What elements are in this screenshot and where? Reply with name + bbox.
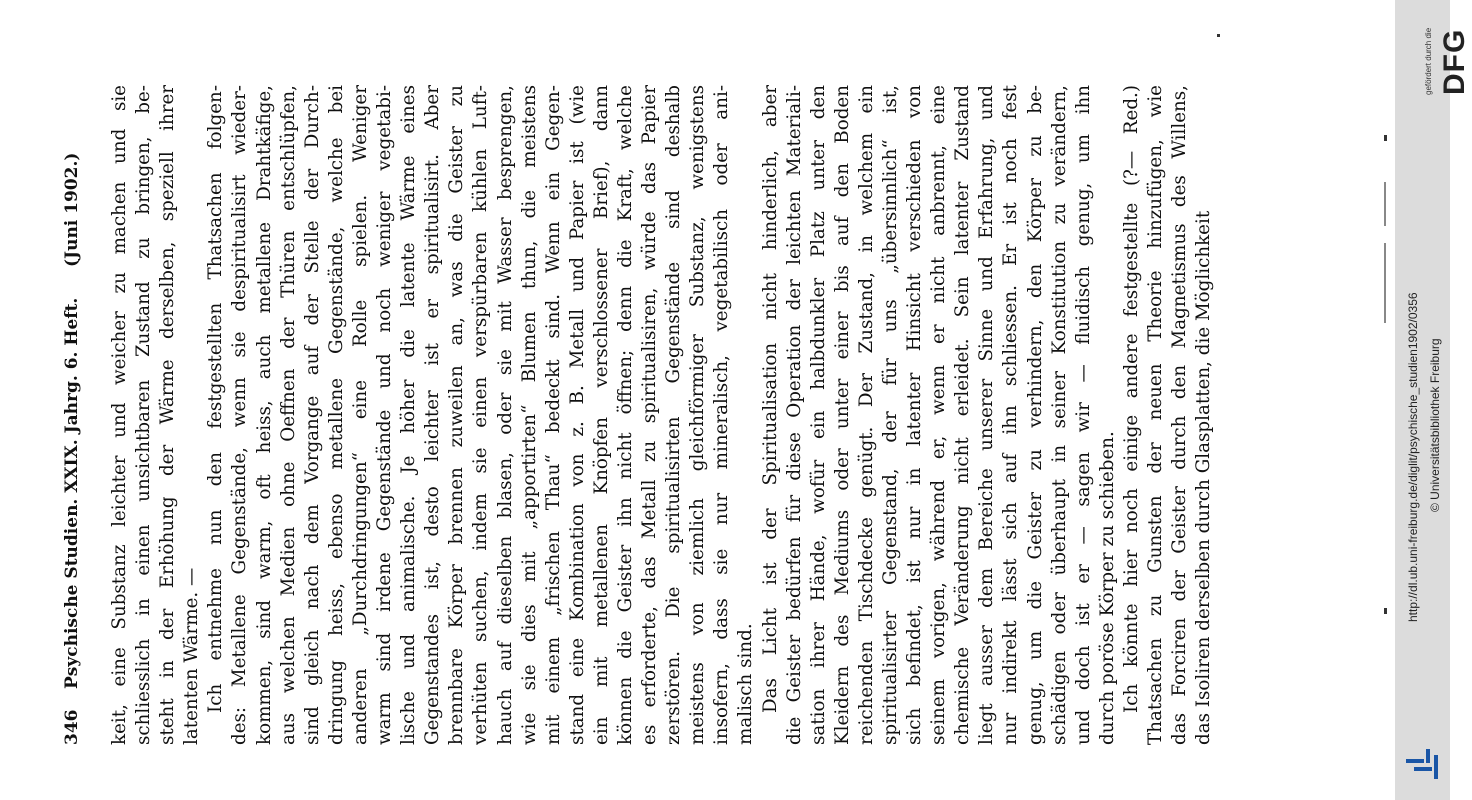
text-line: brennbare Körper brennen zuweilen an, was die Geister zu (446, 85, 468, 745)
scan-mark (1384, 182, 1386, 226)
scan-mark (1384, 608, 1387, 614)
text-line: dringung heiss, ebenso metallene Gegenstände, welche bei (325, 85, 347, 745)
text-line: zerstören. Die spiritualisirten Gegenstände sind deshalb (663, 85, 685, 745)
page-number: 346 (62, 709, 82, 745)
text-line: sich befindet, ist nur in latenter Hinsicht verschieden von (904, 85, 926, 745)
text-line: aus welchen Medien ohne Oeffnen der Thüren entschlüpfen, (277, 85, 299, 745)
text-line: hauch auf dieselben blasen, oder sie mit Wasser besprengen, (494, 85, 516, 745)
text-line: meistens von ziemlich gleichförmiger Substanz, wenigstens (687, 85, 709, 745)
text-line: stand eine Kombination von z. B. Metall und Papier ist (wie (566, 85, 588, 745)
dfg-logo: DFG (1438, 28, 1471, 95)
text-line: Thatsachen zu Gunsten der neuen Theorie hinzufügen, wie (1145, 85, 1167, 745)
text-line: chemische Veränderung nicht erleidet. Sein latenter Zustand (952, 85, 974, 745)
text-line: die Geister bedürfen für diese Operation der leichten Materiali- (783, 85, 805, 745)
text-line: verhüten suchen, indem sie einen verspürbaren kühlen Luft- (470, 85, 492, 745)
body-text (108, 85, 1216, 745)
scan-mark (1384, 135, 1387, 141)
text-line: schliesslich in einen unsichtbaren Zustand zu bringen, be- (133, 85, 155, 745)
text-line: kommen, sind warm, oft heiss, auch metallene Drahtkäfige, (253, 85, 275, 745)
text-line: können die Geister ihn nicht öffnen; denn die Kraft, welche (614, 85, 636, 745)
text-line: reichenden Tischdecke genügt. Der Zustand, in welchem ein (855, 85, 877, 745)
text-line: das Forciren der Geister durch den Magnetismus des Willens, (1169, 85, 1191, 745)
text-line: anderen „Durchdringungen“ eine Rolle spielen. Weniger (349, 85, 371, 745)
text-line: insofern, dass sie nur mineralisch, vegetabilisch oder ani- (711, 85, 733, 745)
journal-title: Psychische Studien. XXIX. Jahrg. 6. Heft. (62, 297, 82, 689)
text-line: spiritualisirter Gegenstand, der für uns „übersinnlich“ ist, (880, 85, 901, 745)
rotated-page-content (60, 85, 1260, 745)
dfg-label: gefördert durch die (1424, 27, 1433, 95)
running-header (60, 85, 90, 745)
text-line: Das Licht ist der Spiritualisation nicht hinderlich, aber (759, 85, 781, 713)
text-line: ein mit metallenen Knöpfen verschlossener Brief), dann (590, 85, 612, 745)
copyright-notice: © Universitätsbibliothek Freiburg (1428, 338, 1442, 512)
scan-mark (1384, 243, 1386, 323)
text-line: malisch sind. (735, 623, 757, 745)
text-line: genug, um die Geister zu verhindern, den Körper zu be- (1024, 85, 1046, 745)
text-line: schädigen oder überhaupt in seiner Konstitution zu verändern, (1048, 85, 1070, 745)
text-line: keit, eine Substanz leichter und weicher zu machen und sie (109, 85, 130, 745)
text-line: latenten Wärme. — (181, 567, 203, 745)
text-line: das Isoliren derselben durch Glasplatten, die Möglichkeit (1193, 210, 1215, 745)
text-line: mit einem „frischen Thau“ bedeckt sind. Wenn ein Gegen- (542, 85, 564, 745)
text-line: warm sind irdene Gegenstände und noch weniger vegetabi- (374, 85, 396, 745)
text-line: sation ihrer Hände, wofür ein halbdunkler Platz unter den (807, 85, 829, 745)
issue-date: (Juni 1902.) (62, 152, 82, 267)
text-line: durch poröse Körper zu schieben. (1096, 431, 1118, 745)
text-line: liegt ausser dem Bereiche unserer Sinne und Erfahrung, und (976, 85, 998, 745)
text-line: Ich entnehme nun den festgestellten Thatsachen folgen- (205, 85, 227, 713)
text-line: Gegenstandes ist, desto leichter ist er spiritualisirt. Aber (422, 85, 444, 745)
library-logo-icon (1404, 745, 1444, 785)
text-line: des: Metallene Gegenstände, wenn sie despiritualisirt wieder- (229, 85, 251, 745)
text-line: sind gleich nach dem Vorgange auf der Stelle der Durch- (301, 85, 323, 745)
text-line: seinem vorigen, während er, wenn er nicht anbrennt, eine (928, 85, 950, 745)
text-line: und doch ist er — sagen wir — fluidisch genug, um ihn (1072, 85, 1094, 745)
text-line: es erforderte, das Metall zu spiritualisiren, würde das Papier (639, 85, 661, 745)
page-url[interactable]: http://dl.ub.uni-freiburg.de/diglit/psychische_studien1902/0356 (1406, 292, 1420, 622)
scan-mark (1217, 34, 1220, 37)
text-line: lische und animalische. Je höher die latente Wärme eines (398, 85, 420, 745)
text-line: wie sie dies mit „apportirten“ Blumen thun, die meistens (518, 85, 540, 745)
text-line: Kleidern des Mediums oder unter einer bis auf den Boden (831, 85, 853, 745)
text-line: nur indirekt lässt sich auf ihn schliessen. Er ist noch fest (1000, 85, 1022, 745)
text-line: Ich könnte hier noch einige andere festgestellte (?— Red.) (1120, 85, 1142, 713)
text-line: steht in der Erhöhung der Wärme derselben, speziell ihrer (157, 85, 179, 745)
